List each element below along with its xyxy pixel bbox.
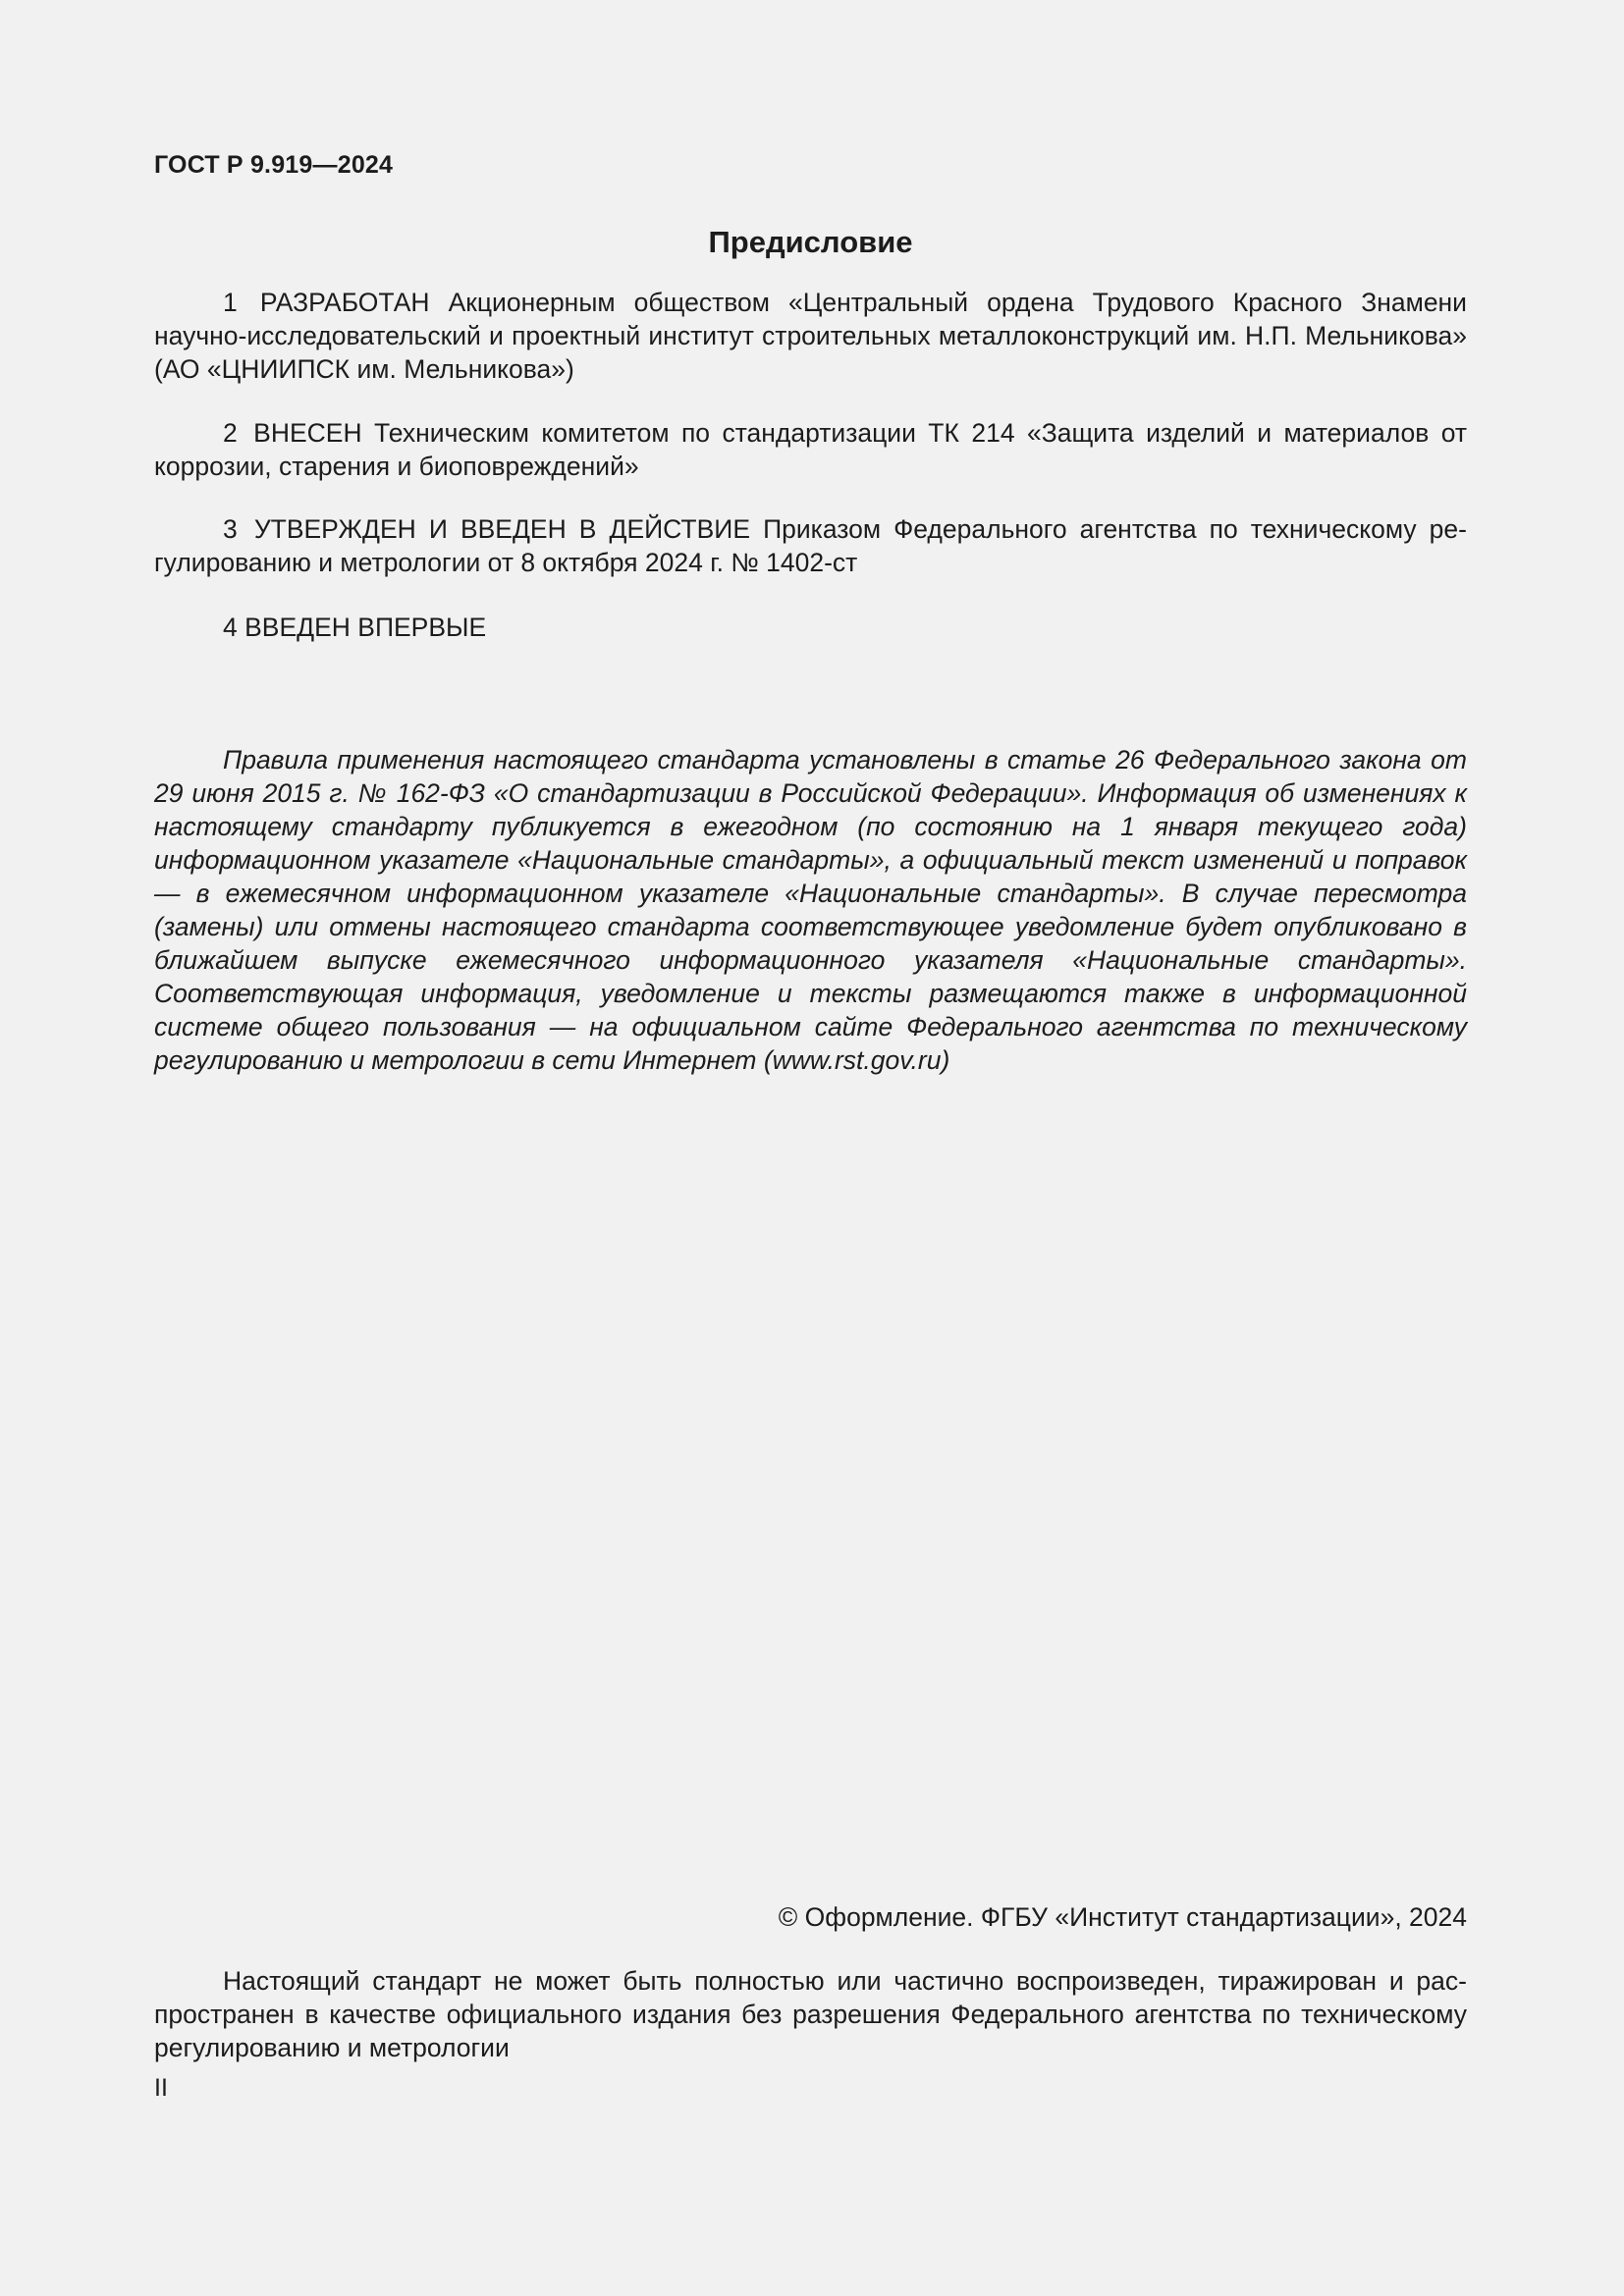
foreword-item-3: [154, 512, 1467, 579]
document-code-header: ГОСТ Р 9.919—2024: [154, 151, 394, 179]
item-text: РАЗРАБОТАН Акционерным обществом «Центральный ордена Трудового Красного Знамени научно-исследовательский и проектный институт строительных металлоконструкций им. Н.П. Мельникова» (АО «ЦНИИПСК им. Мельникова»): [154, 288, 1467, 384]
item-number: 1: [223, 288, 238, 317]
application-rules-notice: [154, 743, 1467, 1077]
item-text: УТВЕРЖДЕН И ВВЕДЕН В ДЕЙСТВИЕ Приказом Федерального агентства по техническому регулированию и метрологии от 8 октября 2024 г. № 1402-ст: [154, 514, 1467, 577]
foreword-title: Предисловие: [708, 225, 913, 259]
item-text: ВВЕДЕН ВПЕРВЫЕ: [244, 613, 487, 642]
page-number: II: [154, 2074, 168, 2102]
foreword-item-4: [154, 611, 1467, 644]
item-number: 4: [223, 613, 238, 642]
item-number: 3: [223, 514, 238, 544]
reproduction-rights-notice: [154, 1964, 1467, 2064]
foreword-item-2: [154, 416, 1467, 483]
item-number: 2: [223, 418, 238, 448]
rights-text: Настоящий стандарт не может быть полностью или частично воспроизведен, тиражирован и распространен в качестве официального издания без разрешения Федерального агентства по техническому регулированию и метрологии: [154, 1966, 1467, 2062]
notice-text: Правила применения настоящего стандарта установлены в статье 26 Федерального закона от 29 июня 2015 г. № 162-ФЗ «О стандартизации в Российской Федерации». Информация об изменениях к настоящему стандарту публикуется в ежегодном (по состоянию на 1 января текущего года) информационном указателе «Национальные стандарты», а официальный текст изменений и поправок — в ежемесячном информационном указателе «Национальные стандарты». В случае пересмотра (замены) или отмены настоящего стандарта соответствующее уведомление будет опубликовано в ближайшем выпуске ежемесячного информационного указателя «Национальные стандарты». Соответствующая информация, уведомление и тексты размещаются также в информационной системе общего пользования — на официальном сайте Федерального агентства по техническому регулированию и метрологии в сети Интернет (www.rst.gov.ru): [154, 745, 1467, 1075]
copyright-line: © Оформление. ФГБУ «Институт стандартизации», 2024: [778, 1902, 1467, 1932]
foreword-item-1: [154, 286, 1467, 386]
item-text: ВНЕСЕН Техническим комитетом по стандартизации ТК 214 «Защита изделий и материалов от коррозии, старения и биоповреждений»: [154, 418, 1467, 481]
